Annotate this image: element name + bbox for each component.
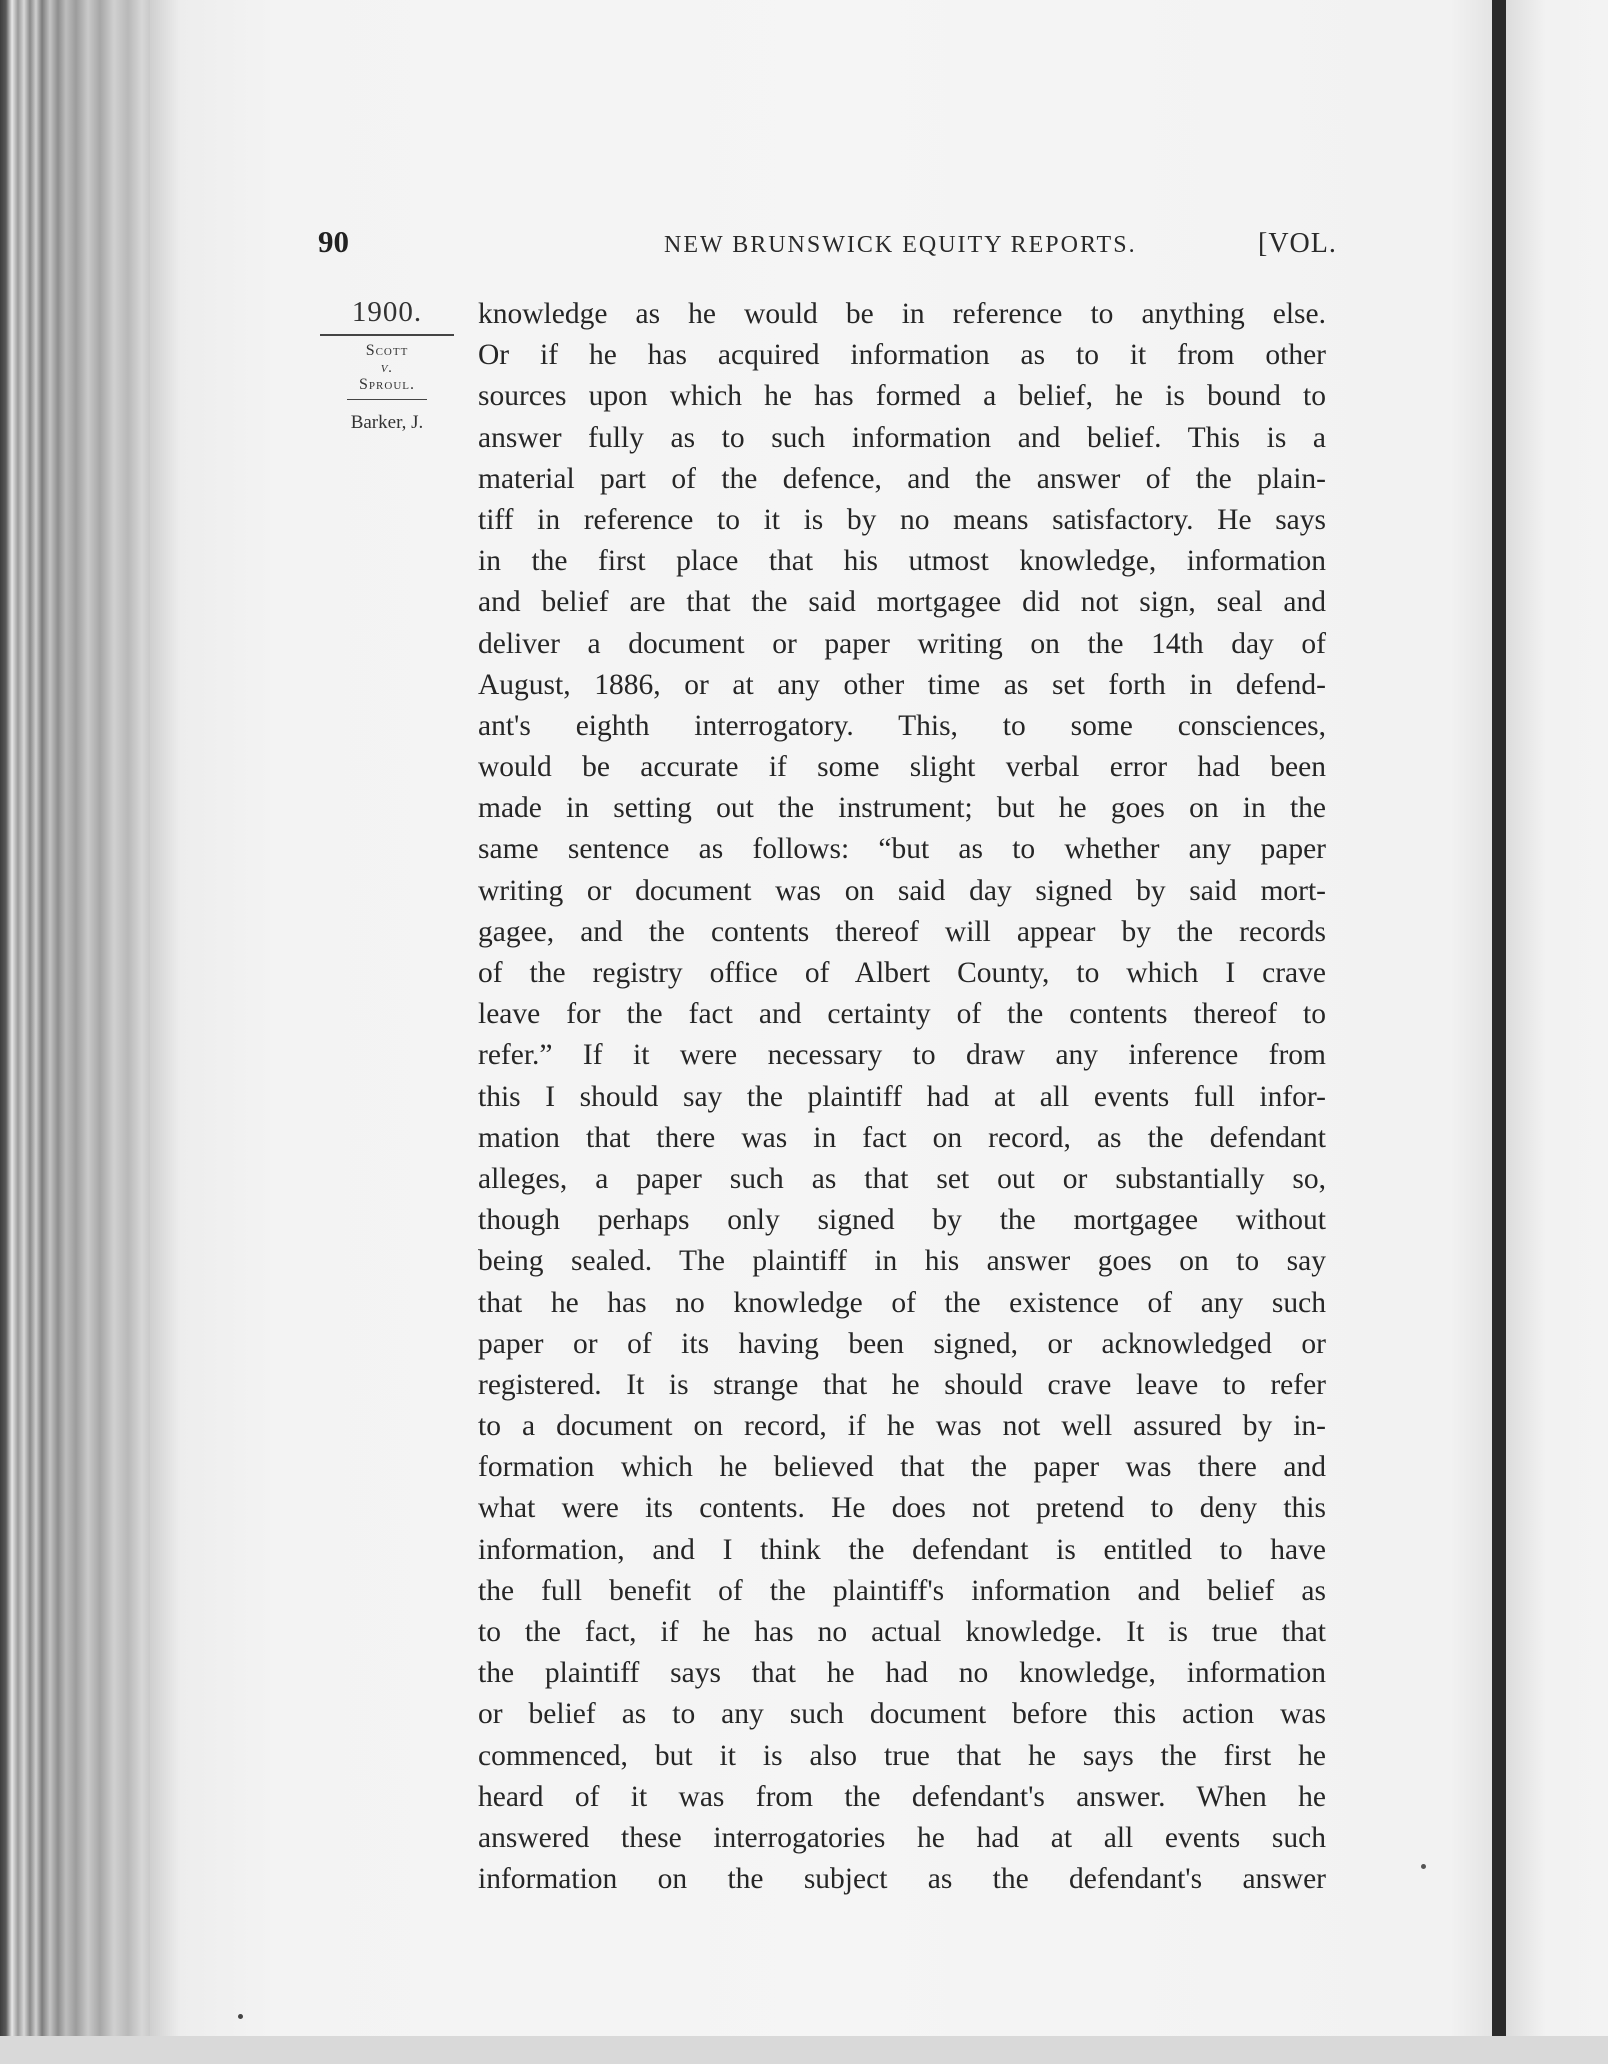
margin-rule-short <box>347 399 427 400</box>
body-line: to a document on record, if he was not well assured by in- <box>478 1410 1326 1443</box>
body-line: refer.” If it were necessary to draw any inference from <box>478 1039 1326 1072</box>
body-text <box>478 294 1326 1900</box>
body-line: to the fact, if he has no actual knowledge. It is true that <box>478 1616 1326 1648</box>
body-line: mation that there was in fact on record, as the defendant <box>478 1121 1326 1154</box>
body-line: though perhaps only signed by the mortgagee without <box>478 1204 1326 1237</box>
body-line: heard of it was from the defendant's answer. When he <box>478 1780 1326 1813</box>
body-line: registered. It is strange that he should crave leave to refer <box>478 1368 1326 1401</box>
body-line: Or if he has acquired information as to it from other <box>478 339 1326 372</box>
margin-year: 1900. <box>351 296 423 328</box>
body-line: or belief as to any such document before this action was <box>478 1698 1326 1731</box>
body-line: the plaintiff says that he had no knowledge, information <box>478 1657 1326 1690</box>
body-line: same sentence as follows: “but as to whether any paper <box>478 833 1326 866</box>
body-line: information on the subject as the defendant's answer <box>478 1863 1326 1896</box>
body-line: leave for the fact and certainty of the contents thereof to <box>478 998 1326 1031</box>
body-line: answered these interrogatories he had at all events such <box>478 1821 1326 1854</box>
margin-note <box>320 296 454 434</box>
body-line: of the registry office of Albert County, to which I crave <box>478 957 1326 989</box>
margin-judge: Barker, J. <box>350 412 424 433</box>
book-page-edges <box>0 0 160 2064</box>
running-head: NEW BRUNSWICK EQUITY REPORTS. <box>664 232 1137 258</box>
body-line: ant's eighth interrogatory. This, to some consciences, <box>478 709 1326 742</box>
page-number: 90 <box>318 224 349 259</box>
body-line: and belief are that the said mortgagee did not sign, seal and <box>478 586 1326 619</box>
body-line: August, 1886, or at any other time as set forth in defend- <box>478 668 1326 701</box>
body-line: sources upon which he has formed a belief, he is bound to <box>478 380 1326 413</box>
body-line: tiff in reference to it is by no means satisfactory. He says <box>478 503 1326 536</box>
body-line: what were its contents. He does not pretend to deny this <box>478 1492 1326 1525</box>
case-party-defendant: Sproul. <box>359 376 415 393</box>
body-line: answer fully as to such information and belief. This is a <box>478 421 1326 454</box>
body-line: writing or document was on said day signed by said mort- <box>478 874 1326 907</box>
body-line: would be accurate if some slight verbal error had been <box>478 751 1326 784</box>
scan-speck <box>238 2014 243 2019</box>
body-line: this I should say the plaintiff had at all events full infor- <box>478 1080 1326 1113</box>
scan-bottom-strip <box>0 2036 1608 2064</box>
body-line: in the first place that his utmost knowledge, information <box>478 545 1326 578</box>
margin-case-name <box>320 341 454 395</box>
body-line: made in setting out the instrument; but he goes on in the <box>478 792 1326 825</box>
body-line: being sealed. The plaintiff in his answer goes on to say <box>478 1245 1326 1278</box>
body-line: paper or of its having been signed, or acknowledged or <box>478 1327 1326 1360</box>
body-line: material part of the defence, and the answer of the plain- <box>478 462 1326 495</box>
body-line: deliver a document or paper writing on the 14th day of <box>478 627 1326 660</box>
scan-speck <box>1421 1864 1426 1869</box>
body-line: information, and I think the defendant is entitled to have <box>478 1533 1326 1566</box>
body-line: formation which he believed that the paper was there and <box>478 1451 1326 1484</box>
page-gutter-shadow <box>1492 0 1506 2064</box>
body-line: that he has no knowledge of the existence of any such <box>478 1286 1326 1319</box>
margin-rule <box>320 334 454 336</box>
facing-page <box>1506 0 1608 2064</box>
body-line: alleges, a paper such as that set out or substantially so, <box>478 1162 1326 1195</box>
body-line: commenced, but it is also true that he says the first he <box>478 1739 1326 1772</box>
body-line: the full benefit of the plaintiff's information and belief as <box>478 1574 1326 1607</box>
case-versus: v. <box>380 360 394 376</box>
body-line: gagee, and the contents thereof will appear by the records <box>478 915 1326 948</box>
volume-marker: [VOL. <box>1258 228 1337 259</box>
body-line: knowledge as he would be in reference to anything else. <box>478 298 1326 330</box>
case-party-plaintiff: Scott <box>365 342 409 359</box>
